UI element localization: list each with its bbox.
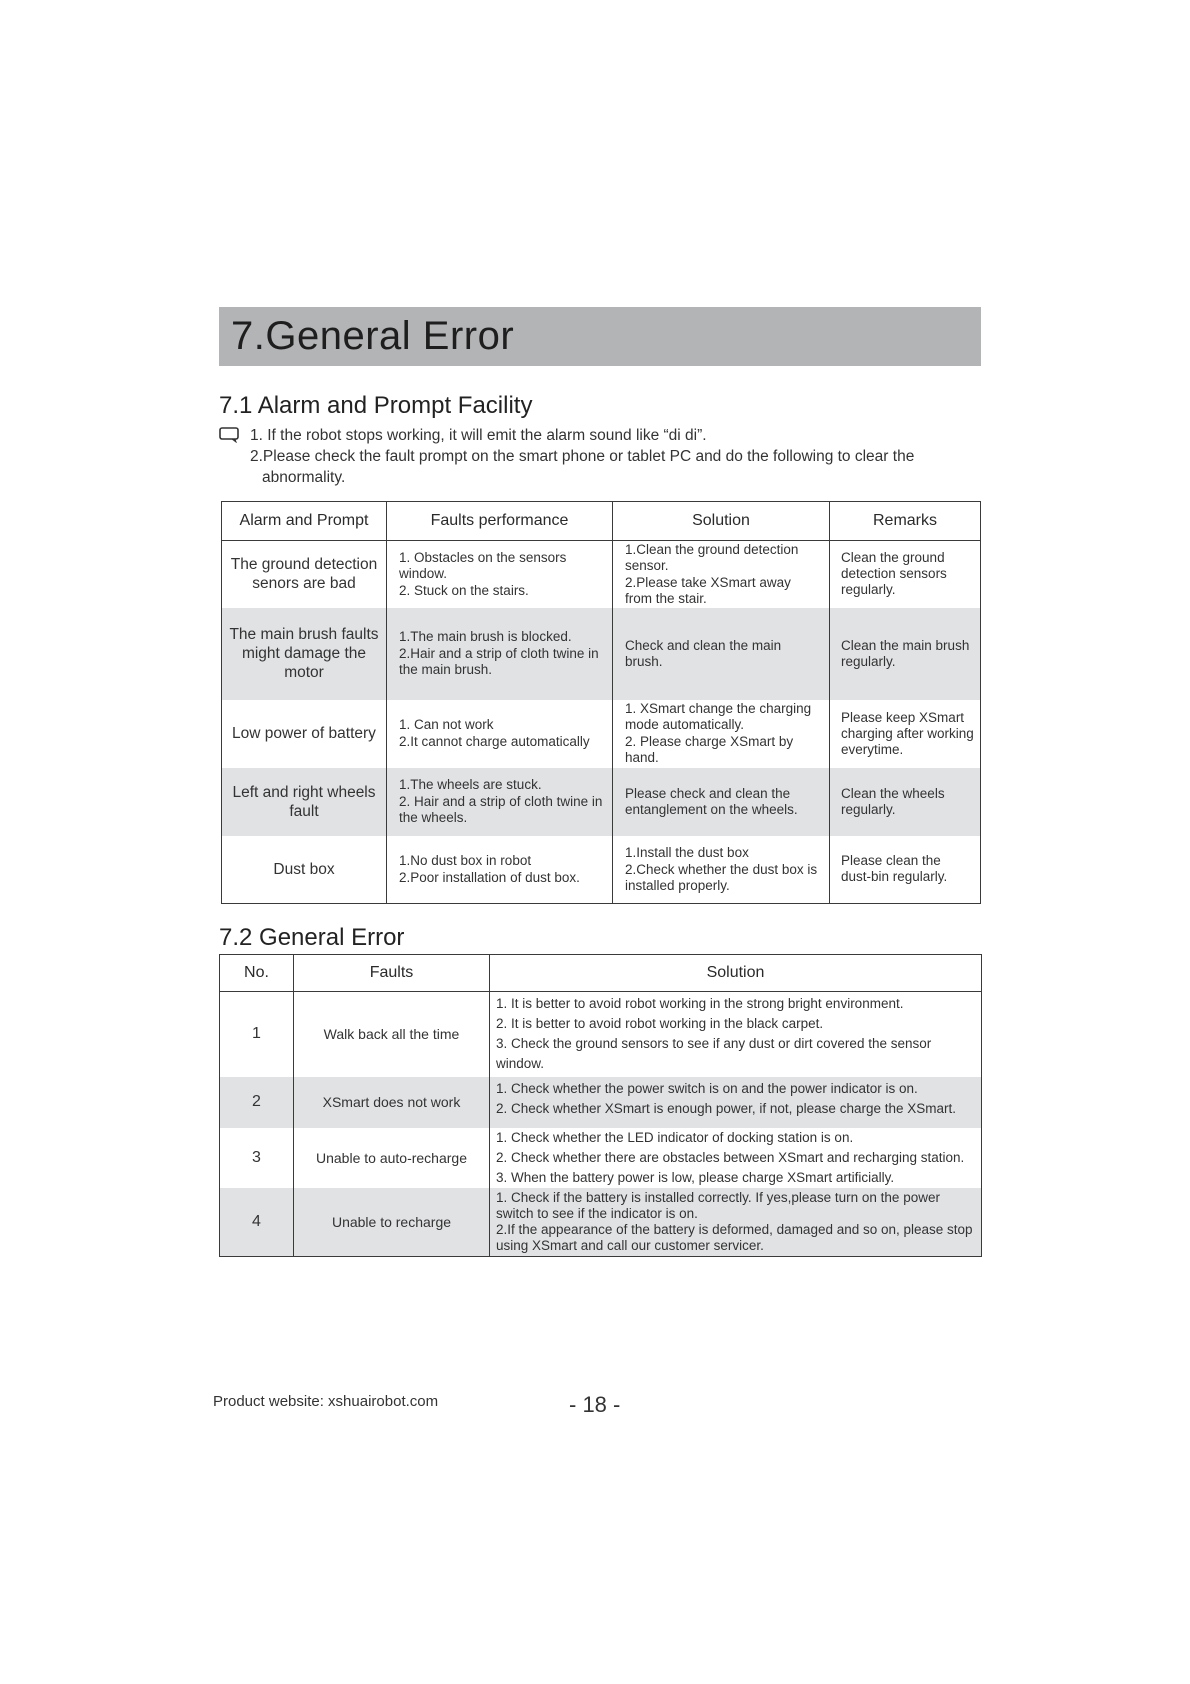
table-row	[222, 608, 981, 700]
solution-cell	[613, 768, 830, 836]
table-row	[222, 836, 981, 904]
note-line-1: 1. If the robot stops working, it will emit the alarm sound like “di di”.	[250, 427, 707, 444]
solution-line: 2. Check whether there are obstacles between XSmart and recharging station.	[496, 1149, 965, 1165]
section-title-general-error: 7.2 General Error	[219, 924, 405, 951]
faults-cell	[387, 700, 613, 768]
faults-cell	[387, 836, 613, 904]
solution-line: 3. When the battery power is low, please charge XSmart artificially.	[496, 1169, 895, 1185]
alarm-cell: Low power of battery	[222, 700, 387, 768]
error-number: 3	[220, 1128, 294, 1188]
error-number: 2	[220, 1077, 294, 1128]
fault-line: 1. Can not work	[399, 717, 494, 732]
fault-line: 2.Poor installation of dust box.	[399, 869, 580, 885]
alarm-cell: The ground detection senors are bad	[222, 541, 387, 608]
fault-line: 2.It cannot charge automatically	[399, 734, 590, 749]
alarm-cell: Dust box	[222, 836, 387, 904]
solution-cell	[613, 541, 830, 608]
header-faults: Faults	[294, 955, 490, 992]
solution-line: 2.If the appearance of the battery is deformed, damaged and so on, please stop using XSmart and call our customer servicer.	[496, 1221, 973, 1253]
page-title: 7.General Error	[231, 314, 515, 358]
table-row	[220, 1128, 982, 1188]
error-number: 4	[220, 1188, 294, 1257]
solution-line: 2.Check whether the dust box is installed properly.	[625, 861, 818, 893]
solution-line: 3. Check the ground sensors to see if any dust or dirt covered the sensor window.	[496, 1036, 932, 1072]
fault-line: 2. Stuck on the stairs.	[399, 582, 529, 598]
remarks-cell: Clean the main brush regularly.	[830, 608, 981, 700]
table-row	[222, 700, 981, 768]
fault-line: 1. Obstacles on the sensors window.	[399, 549, 567, 581]
solution-line: 1.Clean the ground detection sensor.	[625, 541, 799, 573]
table-row	[220, 1077, 982, 1128]
general-error-table	[219, 954, 982, 1257]
fault-line: 1.The main brush is blocked.	[399, 629, 572, 644]
solution-line: 2. Check whether XSmart is enough power, if not, please charge the XSmart.	[496, 1101, 956, 1116]
note-icon	[219, 427, 239, 443]
alarm-prompt-table	[221, 501, 981, 904]
alarm-cell: The main brush faults might damage the motor	[222, 608, 387, 700]
table-header-row	[222, 502, 981, 541]
table-row	[222, 768, 981, 836]
solution-line: 1. Check if the battery is installed correctly. If yes,please turn on the power switch to see if the indicator is on.	[496, 1189, 940, 1221]
solution-line: Check and clean the main brush.	[625, 637, 782, 669]
header-solution: Solution	[613, 502, 830, 541]
fault-line: 1.No dust box in robot	[399, 852, 532, 868]
table-header-row	[220, 955, 982, 992]
section-title-alarm-prompt: 7.1 Alarm and Prompt Facility	[219, 392, 533, 419]
error-number: 1	[220, 992, 294, 1077]
solution-line: 1. Check whether the LED indicator of docking station is on.	[496, 1129, 854, 1145]
solution-cell	[613, 608, 830, 700]
header-no: No.	[220, 955, 294, 992]
fault-line: 2.Hair and a strip of cloth twine in the main brush.	[399, 646, 599, 677]
solution-line: Please check and clean the entanglement on the wheels.	[625, 785, 798, 817]
error-solution	[490, 1077, 982, 1128]
solution-cell	[613, 836, 830, 904]
faults-cell	[387, 768, 613, 836]
remarks-cell: Please clean the dust-bin regularly.	[830, 836, 981, 904]
remarks-cell: Please keep XSmart charging after working everytime.	[830, 700, 981, 768]
faults-cell	[387, 608, 613, 700]
error-fault: Unable to auto-recharge	[294, 1128, 490, 1188]
faults-cell	[387, 541, 613, 608]
alarm-cell: Left and right wheels fault	[222, 768, 387, 836]
table-row	[220, 1188, 982, 1257]
error-solution	[490, 1128, 982, 1188]
solution-line: 1.Install the dust box	[625, 844, 749, 860]
note-line-2: 2.Please check the fault prompt on the smart phone or tablet PC and do the following to clear the	[250, 448, 915, 465]
error-fault: Walk back all the time	[294, 992, 490, 1077]
fault-line: 1.The wheels are stuck.	[399, 777, 542, 792]
footer-website: Product website: xshuairobot.com	[213, 1393, 439, 1410]
note-line-3: abnormality.	[262, 469, 346, 486]
solution-line: 2.Please take XSmart away from the stair.	[625, 574, 791, 606]
error-fault: XSmart does not work	[294, 1077, 490, 1128]
solution-line: 2. It is better to avoid robot working in the black carpet.	[496, 1016, 824, 1032]
section-header-band	[219, 307, 981, 366]
solution-line: 1. It is better to avoid robot working in the strong bright environment.	[496, 996, 904, 1012]
header-alarm-prompt: Alarm and Prompt	[222, 502, 387, 541]
error-fault: Unable to recharge	[294, 1188, 490, 1257]
page-number: - 18 -	[569, 1392, 621, 1417]
solution-line: 1. Check whether the power switch is on and the power indicator is on.	[496, 1081, 918, 1096]
solution-line: 1. XSmart change the charging mode automatically.	[625, 701, 812, 732]
remarks-cell: Clean the wheels regularly.	[830, 768, 981, 836]
header-remarks: Remarks	[830, 502, 981, 541]
table-row	[220, 992, 982, 1077]
error-solution	[490, 992, 982, 1077]
solution-line: 2. Please charge XSmart by hand.	[625, 734, 794, 765]
error-solution	[490, 1188, 982, 1257]
header-solution: Solution	[490, 955, 982, 992]
solution-cell	[613, 700, 830, 768]
alarm-note	[219, 425, 999, 488]
header-faults-performance: Faults performance	[387, 502, 613, 541]
table-row	[222, 541, 981, 608]
fault-line: 2. Hair and a strip of cloth twine in the wheels.	[399, 794, 603, 825]
remarks-cell: Clean the ground detection sensors regularly.	[830, 541, 981, 608]
